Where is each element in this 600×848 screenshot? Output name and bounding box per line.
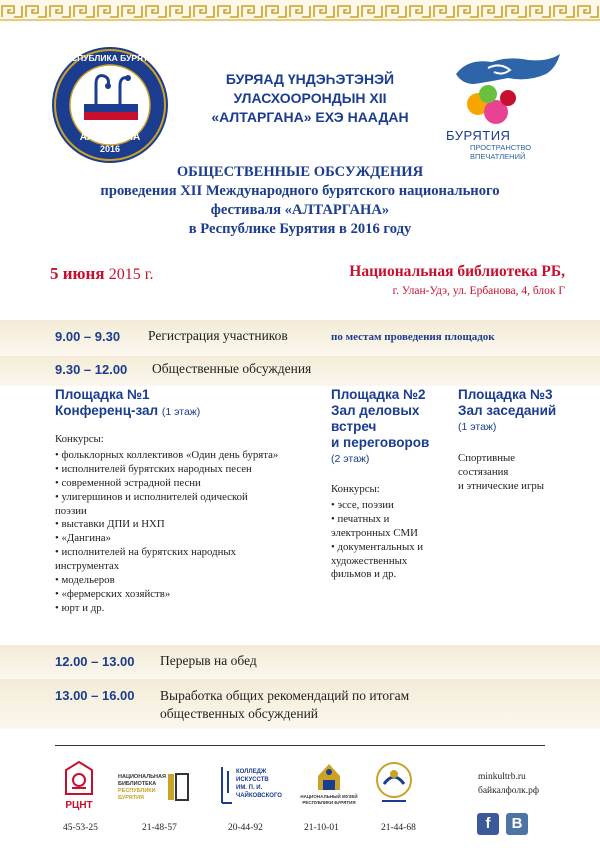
venue-2-title: Площадка №2 (331, 387, 426, 402)
altargana-emblem (44, 44, 176, 166)
event-date-year: 2015 г. (108, 266, 154, 283)
list-item: состязания (458, 465, 509, 478)
rcnt-logo (62, 760, 96, 821)
phone-museum: 21-10-01 (304, 823, 339, 833)
website-link-baikalfolk[interactable]: байкалфолк.рф (478, 786, 540, 796)
list-item: инструментах (55, 560, 120, 573)
rcnt-logo-label: РЦНТ (65, 800, 93, 811)
ornamental-border (0, 0, 600, 22)
list-item: • документальных и (331, 540, 424, 553)
time-slot-1-note: по местам проведения площадок (331, 331, 495, 343)
title-line: фестиваля «АЛТАРГАНА» (210, 202, 390, 218)
list-item: поэзии (55, 504, 87, 517)
list-item: • выставки ДПИ и НХП (55, 518, 165, 531)
brand-slogan-line: ПРОСТРАНСТВО (470, 143, 532, 152)
buryat-heading-line: БУРЯАД ҮНДЭҺЭТЭНЭЙ (225, 71, 395, 87)
list-item: • фольклорных коллективов «Один день бурята» (55, 448, 279, 461)
list-item: • «Дангина» (55, 532, 111, 545)
library-logo-line: НАЦИОНАЛЬНАЯ (118, 774, 166, 780)
list-item: • юрт и др. (55, 601, 105, 614)
list-item: и этнические игры (458, 479, 545, 492)
time-slot-4: 13.00 – 16.00 (55, 688, 135, 703)
brand-name: БУРЯТИЯ (446, 128, 511, 143)
college-logo-line: КОЛЛЕДЖ (236, 769, 267, 775)
library-logo-line: РЕСПУБЛИКИ (118, 788, 156, 794)
emblem-name: АЛТАРГАНА (79, 132, 141, 143)
time-slot-4-desc-line: общественных обсуждений (160, 706, 319, 721)
phone-rcnt: 45-53-25 (63, 823, 98, 833)
arts-college-logo (218, 763, 284, 816)
list-item: электронных СМИ (331, 526, 418, 539)
venue-1-caption: Конкурсы: (55, 433, 104, 445)
phone-institution: 21-44-68 (381, 823, 416, 833)
facebook-icon[interactable]: f (477, 813, 499, 835)
event-venue: Национальная библиотека РБ, (349, 263, 565, 280)
buryat-heading-line: УЛАСХООРОНДЫН XII (233, 90, 387, 106)
venue-1-list (55, 433, 320, 616)
list-item: • исполнителей на бурятских народных (55, 546, 237, 559)
venue-3-room: Зал заседаний (458, 403, 557, 418)
title-line: проведения XII Международного бурятского национального (100, 183, 500, 199)
time-slot-3-desc: Перерыв на обед (160, 653, 257, 668)
venue-3-title: Площадка №3 (458, 387, 553, 402)
event-address: г. Улан-Удэ, ул. Ербанова, 4, блок Г (392, 285, 565, 297)
event-date-day: 5 июня (50, 264, 105, 283)
venue-1-title: Площадка №1 (55, 387, 150, 402)
college-logo-line: ИСКУССТВ (236, 777, 269, 783)
time-slot-4-desc (160, 687, 409, 723)
college-logo-line: ЧАЙКОВСКОГО (236, 793, 282, 799)
phone-college: 20-44-92 (228, 823, 263, 833)
venue-1-room: Конференц-зал (55, 403, 159, 418)
venue-3-heading (458, 387, 556, 435)
list-item: • печатных и (331, 512, 390, 525)
time-slot-2-desc: Общественные обсуждения (152, 361, 312, 376)
brand-slogan (470, 143, 560, 161)
document-title (60, 163, 540, 239)
venue-1-heading (55, 387, 200, 420)
list-item: художественных (331, 554, 408, 567)
buryat-heading-line: «АЛТАРГАНА» ЕХЭ НААДАН (211, 109, 409, 125)
national-library-logo (118, 770, 190, 809)
time-slot-3: 12.00 – 13.00 (55, 654, 135, 669)
venue-2-room: Зал деловых (331, 403, 420, 418)
buryat-heading (180, 70, 440, 127)
website-link-minkult[interactable]: minkultrb.ru (478, 772, 526, 782)
venue-1-floor: (1 этаж) (161, 406, 201, 418)
phone-library: 21-48-57 (142, 823, 177, 833)
college-logo-line: ИМ. П. И. (236, 785, 263, 791)
list-item: • современной эстрадной песни (55, 476, 201, 489)
library-logo-line: БИБЛИОТЕКА (118, 781, 157, 787)
venue-3-floor: (1 этаж) (458, 421, 497, 433)
venue-3-list (458, 452, 568, 494)
emblem-year: 2016 (99, 144, 121, 154)
list-item: • исполнителей бурятских народных песен (55, 462, 252, 475)
venue-2-room: встреч (331, 419, 377, 434)
list-item: Спортивные (458, 452, 516, 464)
footer-divider (55, 745, 545, 746)
venue-2-list (331, 483, 451, 582)
list-item: • улигершинов и исполнителей одической (55, 490, 248, 503)
title-line: в Республике Бурятия в 2016 году (188, 221, 412, 237)
venue-2-room: и переговоров (331, 435, 430, 450)
venue-2-caption: Конкурсы: (331, 483, 380, 495)
list-item: • модельеров (55, 574, 115, 587)
museum-logo-line: РЕСПУБЛИКИ БУРЯТИЯ (302, 800, 356, 805)
time-slot-1-desc: Регистрация участников (148, 328, 288, 343)
time-slot-1: 9.00 – 9.30 (55, 329, 121, 344)
library-logo-line: БУРЯТИЯ (118, 795, 144, 801)
event-date (50, 264, 154, 284)
institution-logo (374, 760, 414, 813)
time-slot-4-desc-line: Выработка общих рекомендаций по итогам (160, 688, 410, 703)
venue-2-floor: (2 этаж) (331, 453, 370, 465)
vk-icon[interactable]: B (506, 813, 528, 835)
list-item: фильмов и др. (331, 568, 397, 581)
museum-logo-line: НАЦИОНАЛЬНЫЙ МУЗЕЙ (300, 794, 358, 799)
emblem-top-text: РЕСПУБЛИКА БУРЯТИЯ (59, 53, 161, 63)
national-museum-logo (296, 760, 362, 815)
title-line: ОБЩЕСТВЕННЫЕ ОБСУЖДЕНИЯ (176, 164, 424, 180)
list-item: • «фермерских хозяйств» (55, 587, 171, 600)
brand-slogan-line: ВПЕЧАТЛЕНИЙ (470, 152, 526, 161)
time-slot-2: 9.30 – 12.00 (55, 362, 128, 377)
venue-2-heading (331, 387, 429, 467)
list-item: • эссе, поэзии (331, 498, 394, 511)
